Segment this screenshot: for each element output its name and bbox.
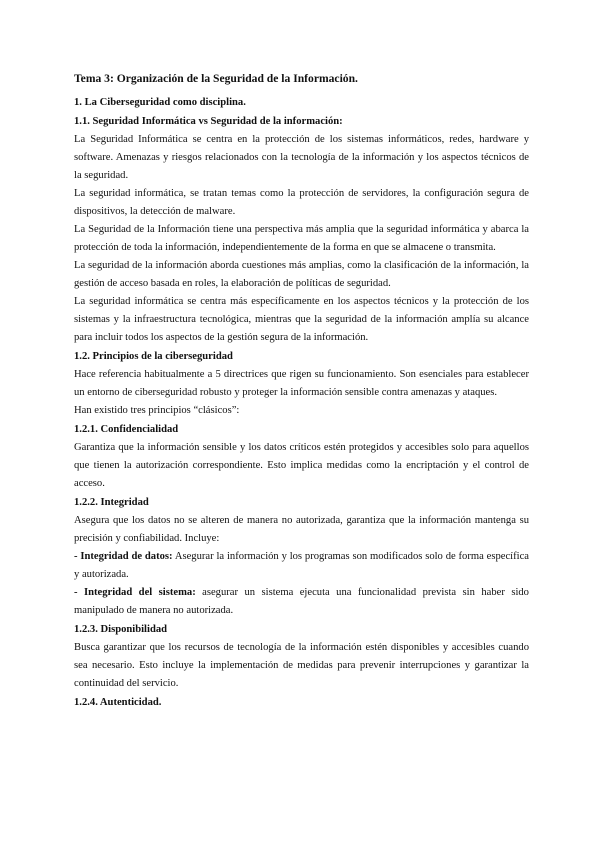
- section-heading-1-2-1: 1.2.1. Confidencialidad: [74, 424, 179, 435]
- section-heading-1: 1. La Ciberseguridad como disciplina.: [74, 97, 246, 108]
- page-title: Tema 3: Organización de la Seguridad de la Información.: [74, 72, 358, 85]
- paragraph: La Seguridad de la Información tiene una perspectiva más amplia que la seguridad informática y abarca la protección de toda la información, independientemente de la forma en que se almacene o transmita.: [74, 224, 529, 253]
- paragraph: Busca garantizar que los recursos de tecnología de la información estén disponibles y accesibles cuando sea necesario. Esto incluye la implementación de medidas para prevenir interrupciones y garantizar la continuidad del servicio.: [74, 642, 529, 689]
- list-item-label: - Integridad de datos:: [74, 551, 173, 562]
- paragraph: La seguridad informática, se tratan temas como la protección de servidores, la configuración segura de dispositivos, la detección de malware.: [74, 188, 529, 217]
- section-heading-1-2-3: 1.2.3. Disponibilidad: [74, 624, 168, 635]
- paragraph: Asegura que los datos no se alteren de manera no autorizada, garantiza que la información mantenga su precisión y confiabilidad. Incluye:: [74, 515, 529, 544]
- list-item: [74, 584, 529, 620]
- document-page: [74, 66, 529, 712]
- list-item-label: - Integridad del sistema:: [74, 587, 196, 598]
- paragraph: La seguridad informática se centra más específicamente en los aspectos técnicos y la protección de los sistemas y la infraestructura tecnológica, mientras que la seguridad de la información amplía su alcance para incluir todos los aspectos de la gestión segura de la información.: [74, 296, 529, 343]
- section-heading-1-2-4: 1.2.4. Autenticidad.: [74, 697, 162, 708]
- section-heading-1-2-2: 1.2.2. Integridad: [74, 497, 149, 508]
- list-item-text: Asegurar la información y los programas son modificados solo de forma específica y autorizada.: [74, 551, 529, 580]
- paragraph: Han existido tres principios “clásicos”:: [74, 405, 240, 416]
- paragraph: La seguridad de la información aborda cuestiones más amplias, como la clasificación de la información, la gestión de acceso basada en roles, la elaboración de políticas de seguridad.: [74, 260, 529, 289]
- paragraph: La Seguridad Informática se centra en la protección de los sistemas informáticos, redes, hardware y software. Amenazas y riesgos relacionados con la tecnología de la información y los aspectos técnicos de la seguridad.: [74, 134, 529, 181]
- paragraph: Hace referencia habitualmente a 5 directrices que rigen su funcionamiento. Son esenciales para establecer un entorno de ciberseguridad robusto y proteger la información sensible contra amenazas y ataques.: [74, 369, 529, 398]
- section-heading-1-1: 1.1. Seguridad Informática vs Seguridad de la información:: [74, 116, 343, 127]
- section-heading-1-2: 1.2. Principios de la ciberseguridad: [74, 351, 233, 362]
- list-item-text: asegurar un sistema ejecuta una funcionalidad prevista sin haber sido manipulado de manera no autorizada.: [74, 587, 529, 616]
- list-item: [74, 548, 529, 584]
- paragraph: Garantiza que la información sensible y los datos críticos estén protegidos y accesibles solo para aquellos que tienen la autorización correspondiente. Esto implica medidas como la encriptación y el control de acceso.: [74, 442, 529, 489]
